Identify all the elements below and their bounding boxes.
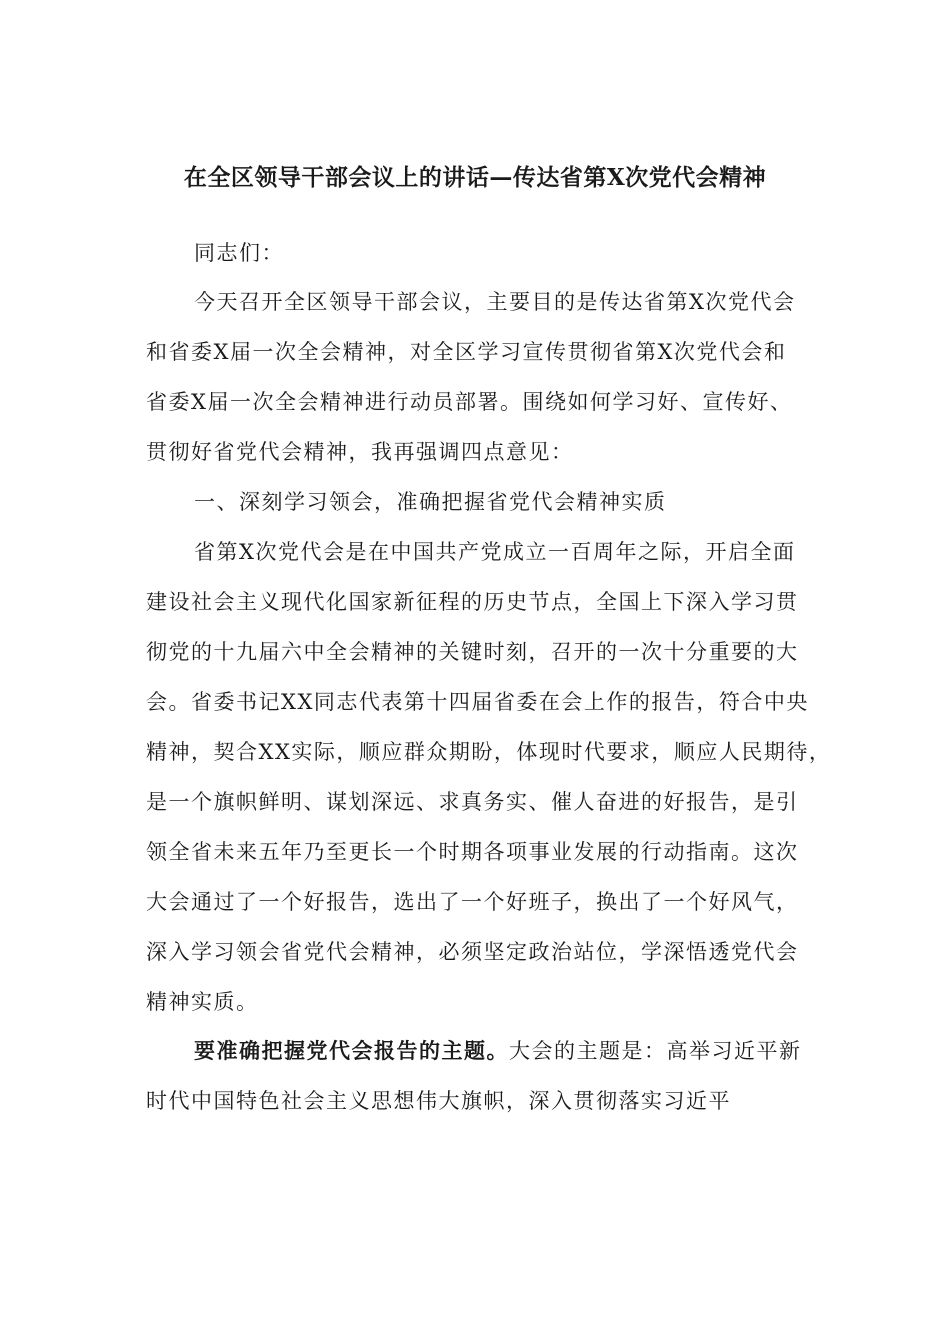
paragraph-line: 贯彻好省党代会精神，我再强调四点意见： bbox=[146, 440, 574, 464]
salutation: 同志们： bbox=[194, 241, 284, 265]
paragraph-line: 是一个旗帜鲜明、谋划深远、求真务实、催人奋进的好报告，是引 bbox=[146, 790, 799, 814]
paragraph-line: 建设社会主义现代化国家新征程的历史节点，全国上下深入学习贯 bbox=[146, 590, 799, 614]
section-heading: 一、深刻学习领会，准确把握省党代会精神实质 bbox=[194, 490, 667, 514]
bold-lead: 要准确把握党代会报告的主题。 bbox=[194, 1038, 509, 1063]
paragraph-line: 今天召开全区领导干部会议，主要目的是传达省第X次党代会 bbox=[194, 290, 796, 314]
paragraph-line: 彻党的十九届六中全会精神的关键时刻，召开的一次十分重要的大 bbox=[146, 640, 799, 664]
paragraph-line: 领全省未来五年乃至更长一个时期各项事业发展的行动指南。这次 bbox=[146, 840, 799, 864]
paragraph-line: 大会通过了一个好报告，选出了一个好班子，换出了一个好风气， bbox=[146, 890, 799, 914]
paragraph-line: 时代中国特色社会主义思想伟大旗帜，深入贯彻落实习近平 bbox=[146, 1089, 731, 1113]
paragraph-line bbox=[194, 1036, 802, 1066]
document-title: 在全区领导干部会议上的讲话—传达省第X次党代会精神 bbox=[183, 164, 767, 191]
paragraph-line: 会。省委书记XX同志代表第十四届省委在会上作的报告，符合中央 bbox=[146, 690, 809, 714]
paragraph-line: 和省委X届一次全会精神，对全区学习宣传贯彻省第X次党代会和 bbox=[146, 340, 787, 364]
paragraph-line: 精神，契合XX实际，顺应群众期盼，体现时代要求，顺应人民期待， bbox=[146, 740, 832, 764]
paragraph-line: 省委X届一次全会精神进行动员部署。围绕如何学习好、宣传好、 bbox=[146, 390, 793, 414]
paragraph-line: 精神实质。 bbox=[146, 990, 259, 1014]
paragraph-line: 省第X次党代会是在中国共产党成立一百周年之际，开启全面 bbox=[194, 540, 796, 564]
lead-rest: 大会的主题是：高举习近平新 bbox=[509, 1039, 802, 1063]
paragraph-line: 深入学习领会省党代会精神，必须坚定政治站位，学深悟透党代会 bbox=[146, 940, 799, 964]
